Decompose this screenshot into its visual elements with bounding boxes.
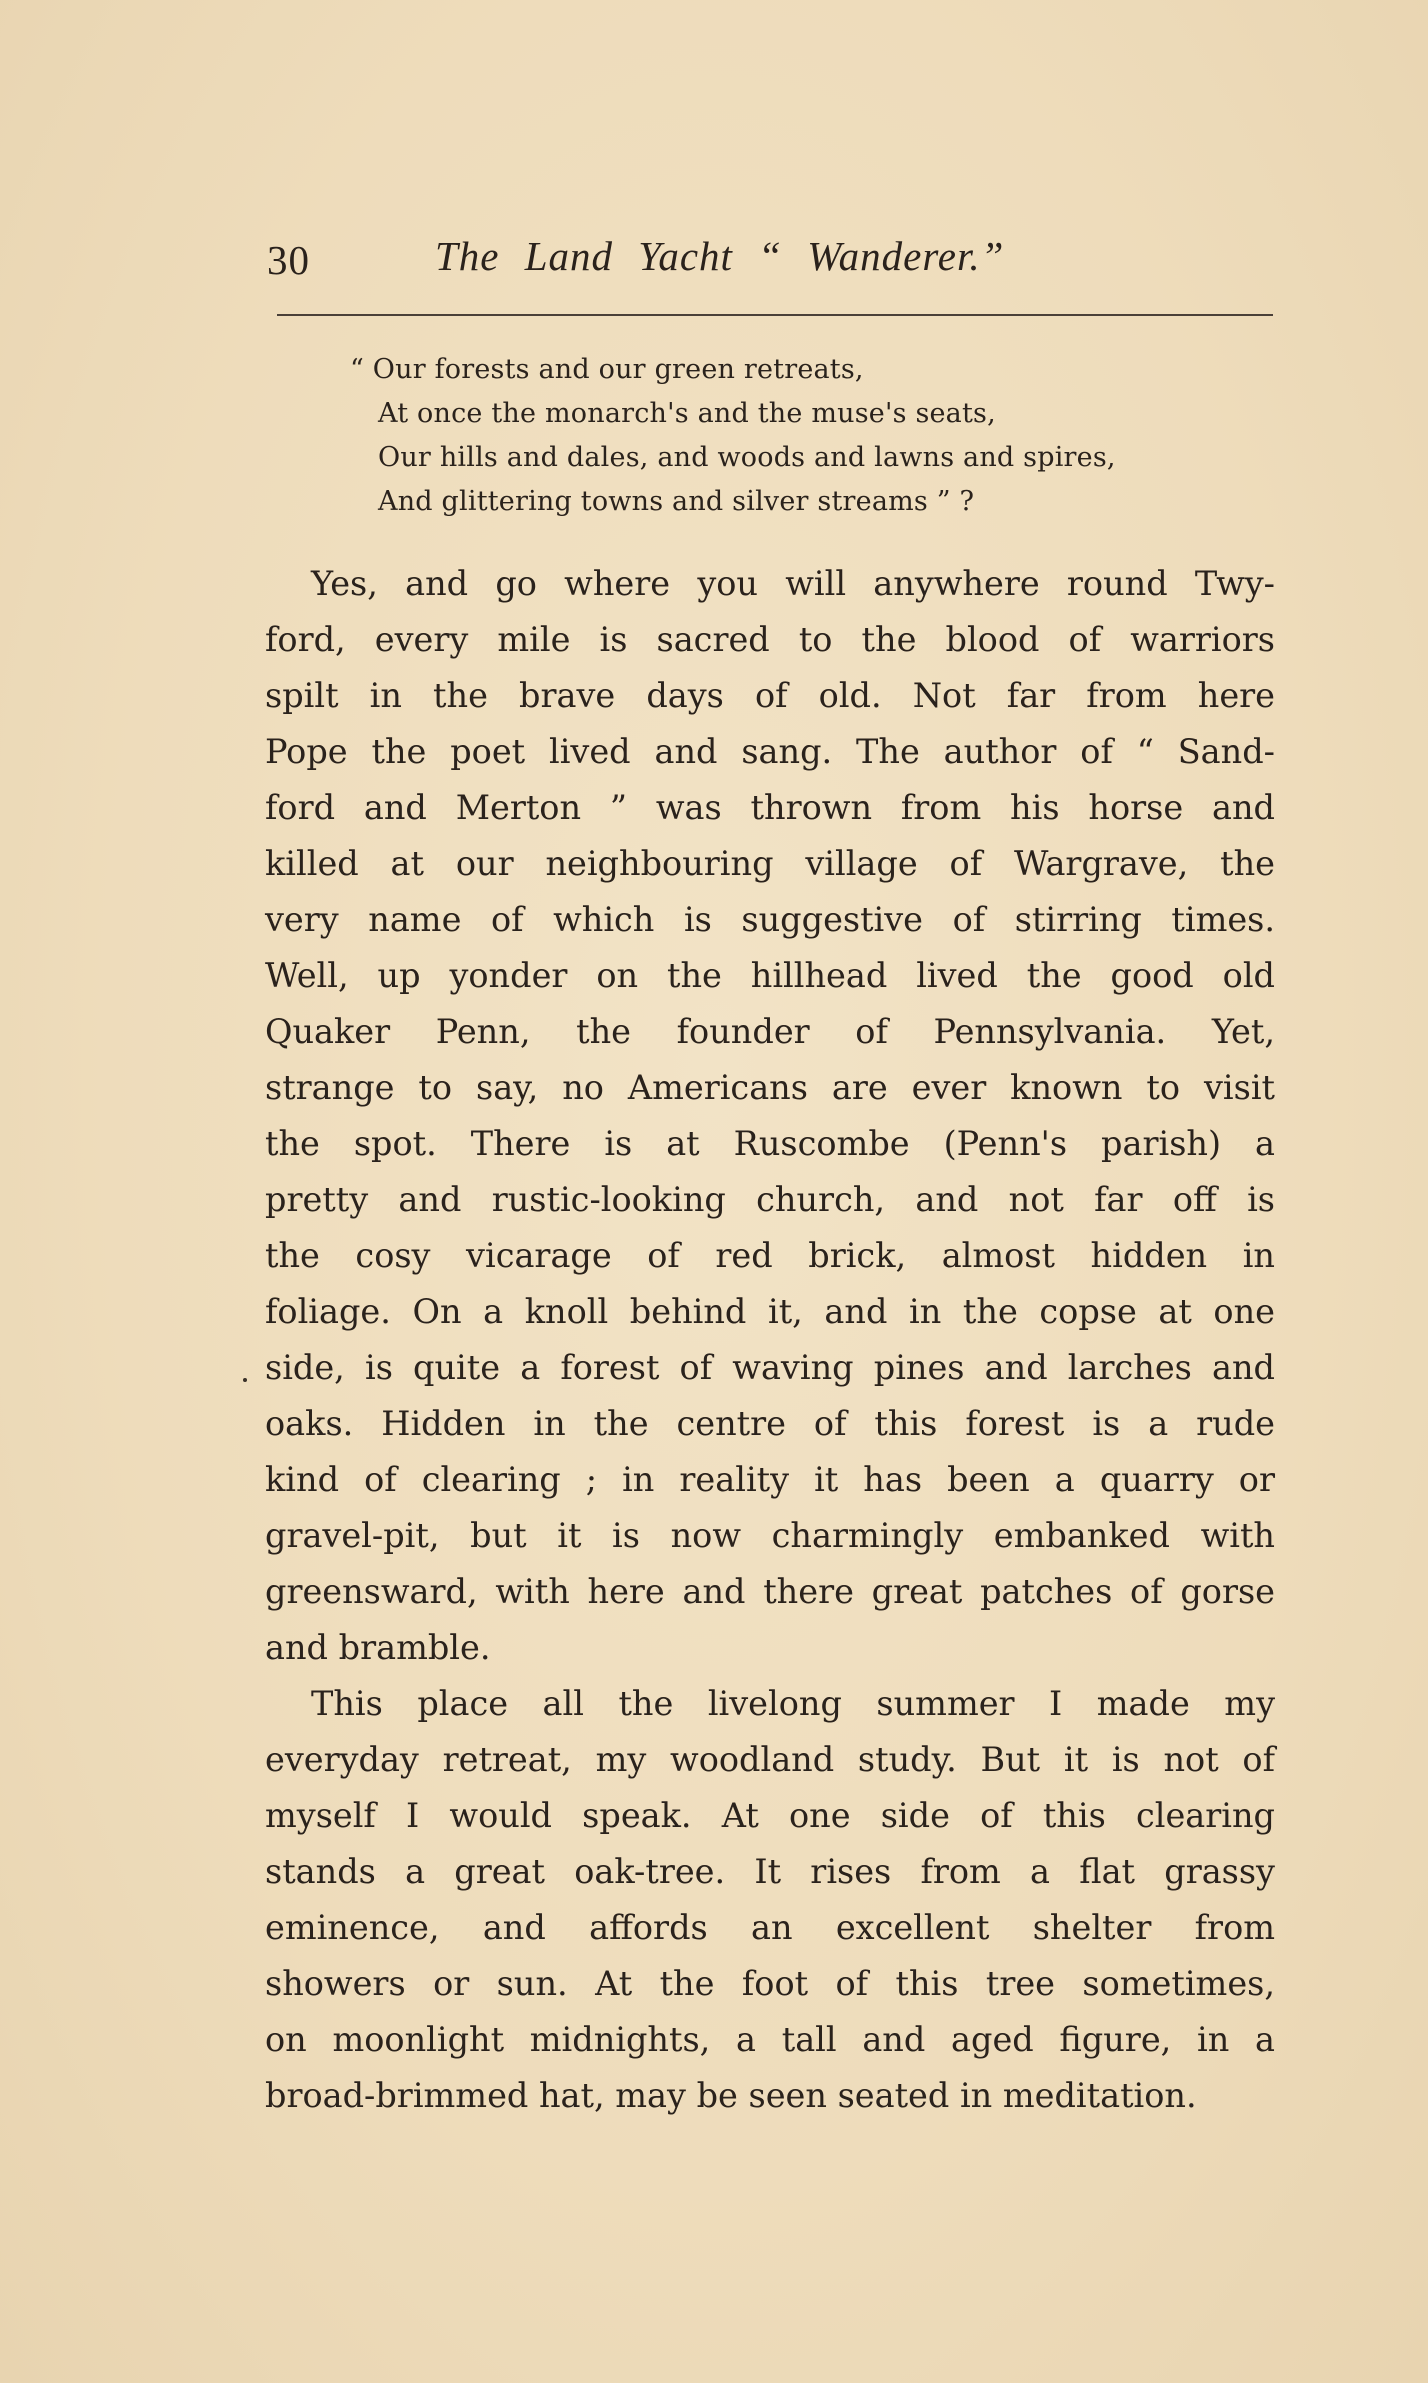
text-line: on moonlight midnights, a tall and aged figure, in a xyxy=(265,2020,1275,2059)
text-line: myself I would speak. At one side of this clearing xyxy=(265,1796,1275,1835)
text-line: the spot. There is at Ruscombe (Penn's parish) a xyxy=(265,1124,1275,1163)
verse-line: At once the monarch's and the muse's seats, xyxy=(378,398,996,429)
running-title: The Land Yacht “ Wanderer.” xyxy=(435,233,1005,279)
paragraph-2 xyxy=(265,1676,1275,2124)
text-line: side, is quite a forest of waving pines and larches and xyxy=(265,1348,1275,1387)
text-line: kind of clearing ; in reality it has been a quarry or xyxy=(265,1460,1275,1499)
text-line: strange to say, no Americans are ever known to visit xyxy=(265,1068,1275,1107)
text-line: spilt in the brave days of old. Not far from here xyxy=(265,676,1275,715)
text-line: oaks. Hidden in the centre of this forest is a rude xyxy=(265,1404,1275,1443)
text-line: ford, every mile is sacred to the blood of warriors xyxy=(265,620,1275,659)
text-line: eminence, and affords an excellent shelter from xyxy=(265,1908,1275,1947)
body-text xyxy=(265,556,1275,2124)
page-header xyxy=(265,232,1275,292)
text-line: showers or sun. At the foot of this tree sometimes, xyxy=(265,1964,1275,2003)
text-line: pretty and rustic-looking church, and not far off is xyxy=(265,1180,1275,1219)
text-line: the cosy vicarage of red brick, almost hidden in xyxy=(265,1236,1275,1275)
text-line: Yes, and go where you will anywhere round Twy- xyxy=(311,564,1275,603)
verse-line: And glittering towns and silver streams ” ? xyxy=(378,486,975,517)
verse-quotation xyxy=(350,348,1250,524)
text-line: This place all the livelong summer I made my xyxy=(311,1684,1275,1723)
text-line: Pope the poet lived and sang. The author of “ Sand- xyxy=(265,732,1275,771)
text-line: everyday retreat, my woodland study. But it is not of xyxy=(265,1740,1275,1779)
text-line: greensward, with here and there great patches of gorse xyxy=(265,1572,1275,1611)
text-line: Well, up yonder on the hillhead lived the good old xyxy=(265,956,1275,995)
paragraph-1 xyxy=(265,556,1275,1676)
text-line: Quaker Penn, the founder of Pennsylvania. Yet, xyxy=(265,1012,1275,1051)
verse-line: “ Our forests and our green retreats, xyxy=(350,354,864,385)
text-line: very name of which is suggestive of stirring times. xyxy=(265,900,1275,939)
text-line: stands a great oak-tree. It rises from a flat grassy xyxy=(265,1852,1275,1891)
header-rule xyxy=(277,314,1273,316)
text-line: ford and Merton ” was thrown from his horse and xyxy=(265,788,1275,827)
text-line: killed at our neighbouring village of Wargrave, the xyxy=(265,844,1275,883)
text-line: broad-brimmed hat, may be seen seated in meditation. xyxy=(265,2076,1197,2115)
ink-speck xyxy=(243,1378,247,1382)
text-line: foliage. On a knoll behind it, and in the copse at one xyxy=(265,1292,1275,1331)
text-line: gravel-pit, but it is now charmingly embanked with xyxy=(265,1516,1275,1555)
verse-line: Our hills and dales, and woods and lawns and spires, xyxy=(378,442,1116,473)
page-number: 30 xyxy=(267,237,310,283)
text-line: and bramble. xyxy=(265,1628,491,1667)
